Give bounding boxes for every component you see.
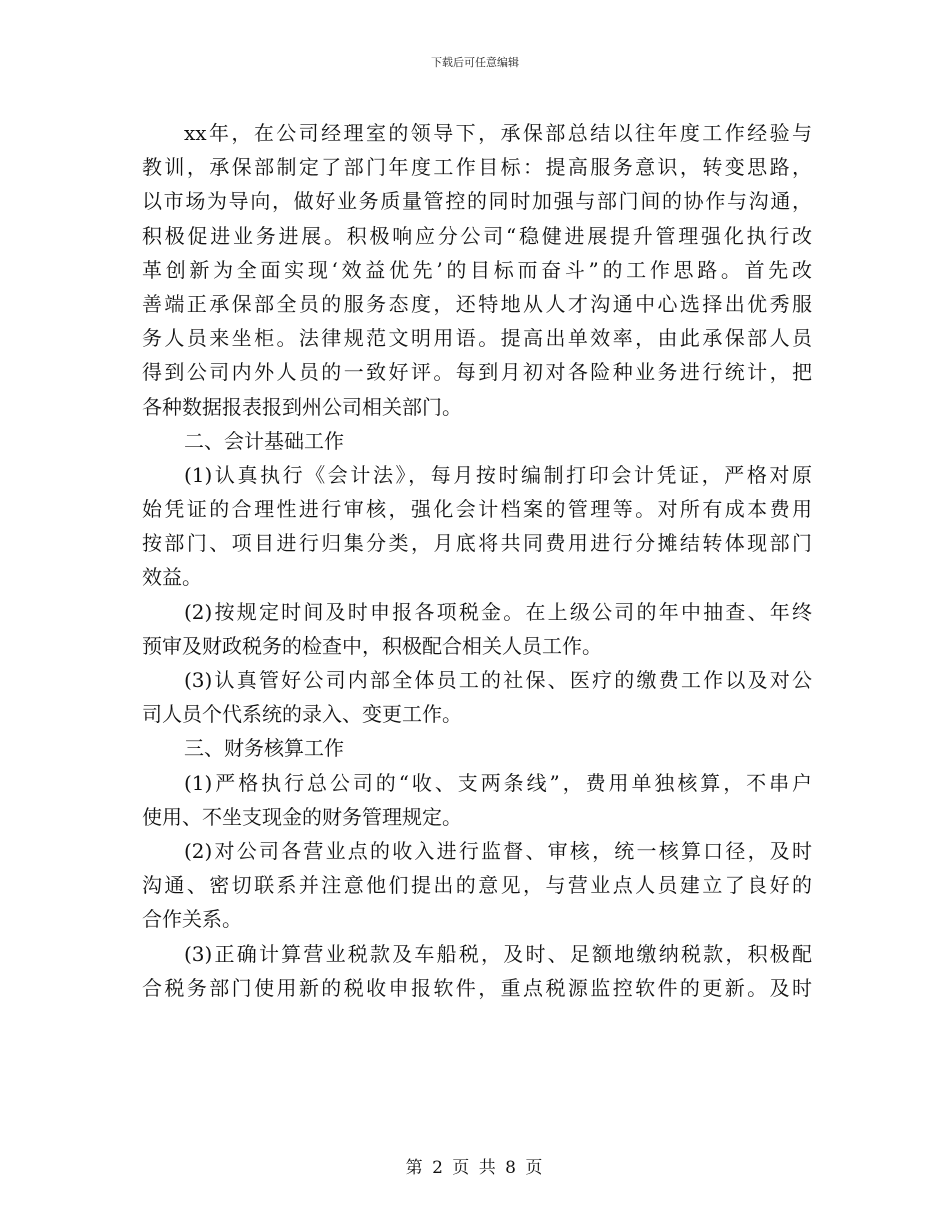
text-line: 以市场为导向，做好业务质量管控的同时加强与部门间的协作与沟通， <box>142 189 812 214</box>
text-line: 沟通、密切联系并注意他们提出的意见，与营业点人员建立了良好的 <box>142 873 812 898</box>
text-line: (1)认真执行《会计法》，每月按时编制打印会计凭证，严格对原 <box>184 462 812 487</box>
text-line: (3)认真管好公司内部全体员工的社保、医疗的缴费工作以及对公 <box>184 668 812 692</box>
header-note: 下载后可任意编辑 <box>431 56 519 69</box>
text-line: 合作关系。 <box>142 907 242 932</box>
text-line: 使用、不坐支现金的财务管理规定。 <box>142 804 462 829</box>
text-line: 合税务部门使用新的税收申报软件，重点税源监控软件的更新。及时 <box>142 975 812 1000</box>
text-line: 按部门、项目进行归集分类，月底将共同费用进行分摊结转体现部门 <box>142 531 812 556</box>
text-line: 各种数据报表报到州公司相关部门。 <box>142 394 462 419</box>
text-line: 预审及财政税务的检查中，积极配合相关人员工作。 <box>142 633 602 658</box>
text-line: xx年，在公司经理室的领导下，承保部总结以往年度工作经验与 <box>184 121 812 145</box>
text-line: 效益。 <box>142 565 202 590</box>
text-line: 始凭证的合理性进行审核，强化会计档案的管理等。对所有成本费用 <box>142 497 812 522</box>
text-line: 革创新为全面实现‘效益优先’的目标而奋斗”的工作思路。首先改 <box>142 257 812 282</box>
text-line: 教训，承保部制定了部门年度工作目标：提高服务意识，转变思路， <box>142 155 812 180</box>
text-line: (2)按规定时间及时申报各项税金。在上级公司的年中抽查、年终 <box>184 599 812 624</box>
section-heading: 二、会计基础工作 <box>184 428 344 453</box>
text-line: (2)对公司各营业点的收入进行监督、审核，统一核算口径，及时 <box>184 838 812 863</box>
text-line: (1)严格执行总公司的“收、支两条线”，费用单独核算，不串户 <box>184 770 812 795</box>
page-number-footer: 第 2 页 共 8 页 <box>405 1158 545 1178</box>
text-line: 积极促进业务进展。积极响应分公司“稳健进展提升管理强化执行改 <box>142 223 812 248</box>
text-line: (3)正确计算营业税款及车船税，及时、足额地缴纳税款，积极配 <box>184 941 812 966</box>
section-heading: 三、财务核算工作 <box>184 736 344 761</box>
text-line: 务人员来坐柜。法律规范文明用语。提高出单效率，由此承保部人员 <box>142 326 812 351</box>
text-line: 司人员个代系统的录入、变更工作。 <box>142 702 462 727</box>
body-text <box>142 116 812 1005</box>
text-line: 得到公司内外人员的一致好评。每到月初对各险种业务进行统计，把 <box>142 360 812 385</box>
text-line: 善端正承保部全员的服务态度，还特地从人才沟通中心选择出优秀服 <box>142 291 812 316</box>
